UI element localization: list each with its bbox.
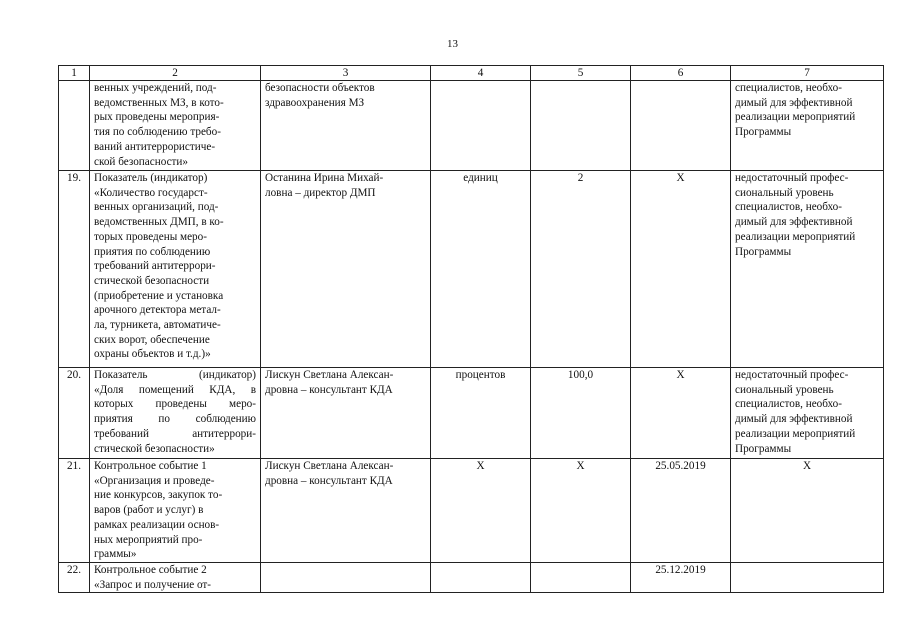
table-row-22	[59, 563, 884, 593]
text-line: специалистов, необхо-	[735, 201, 843, 214]
text-line: рых проведены мероприя-	[94, 111, 220, 124]
text-line: стической безопасности»	[94, 442, 215, 455]
text-line: Х	[802, 460, 812, 472]
text-line: специалистов, необхо-	[735, 398, 843, 411]
responsible-person	[261, 563, 431, 593]
value-cell: 2	[531, 171, 631, 368]
indicator-name	[90, 171, 261, 368]
table-row-19	[59, 171, 884, 368]
value-cell	[531, 563, 631, 593]
table-row-continuation	[59, 81, 884, 171]
text-line: венных учреждений, под-	[94, 82, 217, 94]
text-line: ских ворот, обеспечение	[94, 333, 210, 346]
text-line: требований антитеррори-	[94, 427, 256, 440]
text-line: реализации мероприятий	[735, 111, 856, 124]
text-line: Программы	[735, 442, 792, 455]
responsible-person	[261, 81, 431, 171]
text-line: Лискун Светлана Алексан-	[265, 369, 394, 381]
row-number: 19.	[59, 171, 90, 368]
text-line: стической безопасности	[94, 274, 210, 287]
risk-cell	[731, 81, 884, 171]
text-line: сиональный уровень	[735, 383, 834, 396]
text-line: Контрольное событие 1	[94, 460, 207, 472]
unit-cell: Х	[431, 459, 531, 563]
text-line: дровна – консультант КДА	[265, 383, 393, 396]
table-row-21	[59, 459, 884, 563]
risk-cell	[731, 368, 884, 459]
responsible-person	[261, 171, 431, 368]
text-line: ние конкурсов, закупок то-	[94, 489, 223, 502]
text-line: здравоохранения МЗ	[265, 96, 365, 109]
date-cell: Х	[631, 171, 731, 368]
col-header-4: 4	[431, 66, 531, 81]
text-line: реализации мероприятий	[735, 230, 856, 243]
text-line: ла, турникета, автоматиче-	[94, 319, 221, 332]
program-table	[58, 65, 884, 593]
col-header-3: 3	[261, 66, 431, 81]
risk-cell	[731, 171, 884, 368]
text-line: Контрольное событие 2	[94, 564, 207, 576]
text-line: Программы	[735, 245, 792, 258]
row-number	[59, 81, 90, 171]
text-line: (приобретение и установка	[94, 289, 224, 302]
header-row	[59, 66, 884, 81]
table-row-20	[59, 368, 884, 459]
text-line: которых проведены меро-	[94, 398, 256, 411]
text-line: Программы	[735, 126, 792, 139]
text-line: ведомственных ДМП, в ко-	[94, 216, 224, 229]
text-line: «Доля помещений КДА, в	[94, 383, 256, 396]
row-number: 21.	[59, 459, 90, 563]
col-header-5: 5	[531, 66, 631, 81]
unit-cell	[431, 81, 531, 171]
indicator-name	[90, 81, 261, 171]
text-line: димый для эффективной	[735, 216, 853, 229]
text-line: Показатель (индикатор)	[94, 369, 256, 381]
text-line: приятия по соблюдению	[94, 413, 256, 426]
value-cell: 100,0	[531, 368, 631, 459]
responsible-person	[261, 459, 431, 563]
text-line: арочного детектора метал-	[94, 304, 221, 317]
value-cell	[531, 81, 631, 171]
date-cell: 25.12.2019	[631, 563, 731, 593]
text-line: безопасности объектов	[265, 82, 375, 94]
text-line: приятия по соблюдению	[94, 245, 211, 258]
date-cell: Х	[631, 368, 731, 459]
text-line: Останина Ирина Михай-	[265, 172, 384, 184]
text-line: димый для эффективной	[735, 413, 853, 426]
col-header-2: 2	[90, 66, 261, 81]
text-line: ловна – директор ДМП	[265, 186, 376, 199]
unit-cell: процентов	[431, 368, 531, 459]
text-line: «Запрос и получение от-	[94, 578, 212, 591]
text-line: торых проведены меро-	[94, 230, 207, 243]
col-header-7: 7	[731, 66, 884, 81]
risk-cell	[731, 459, 884, 563]
text-line: недостаточный профес-	[735, 172, 849, 184]
value-cell: Х	[531, 459, 631, 563]
text-line: ных мероприятий про-	[94, 533, 203, 546]
text-line: дровна – консультант КДА	[265, 474, 393, 487]
col-header-6: 6	[631, 66, 731, 81]
text-line: специалистов, необхо-	[735, 82, 843, 94]
text-line: Лискун Светлана Алексан-	[265, 460, 394, 472]
text-line: рамках реализации основ-	[94, 518, 220, 531]
text-line: реализации мероприятий	[735, 427, 856, 440]
text-line: ваний антитеррористиче-	[94, 140, 216, 153]
indicator-name	[90, 563, 261, 593]
text-line: охраны объектов и т.д.)»	[94, 348, 211, 361]
text-line: димый для эффективной	[735, 96, 853, 109]
text-line: венных организаций, под-	[94, 201, 219, 214]
text-line: «Количество государст-	[94, 186, 208, 199]
text-line: сиональный уровень	[735, 186, 834, 199]
text-line: варов (работ и услуг) в	[94, 504, 204, 517]
text-line: Показатель (индикатор)	[94, 172, 208, 184]
indicator-name	[90, 459, 261, 563]
unit-cell	[431, 563, 531, 593]
text-line: недостаточный профес-	[735, 369, 849, 381]
indicator-name	[90, 368, 261, 459]
date-cell	[631, 81, 731, 171]
row-number: 20.	[59, 368, 90, 459]
text-line: ской безопасности»	[94, 155, 189, 168]
page-number: 13	[447, 38, 458, 50]
unit-cell: единиц	[431, 171, 531, 368]
col-header-1: 1	[59, 66, 90, 81]
text-line: граммы»	[94, 548, 137, 561]
responsible-person	[261, 368, 431, 459]
text-line: ведомственных МЗ, в кото-	[94, 96, 224, 109]
text-line: требований антитеррори-	[94, 260, 216, 273]
date-cell: 25.05.2019	[631, 459, 731, 563]
text-line: «Организация и проведе-	[94, 474, 215, 487]
risk-cell	[731, 563, 884, 593]
row-number: 22.	[59, 563, 90, 593]
text-line: тия по соблюдению требо-	[94, 126, 221, 139]
